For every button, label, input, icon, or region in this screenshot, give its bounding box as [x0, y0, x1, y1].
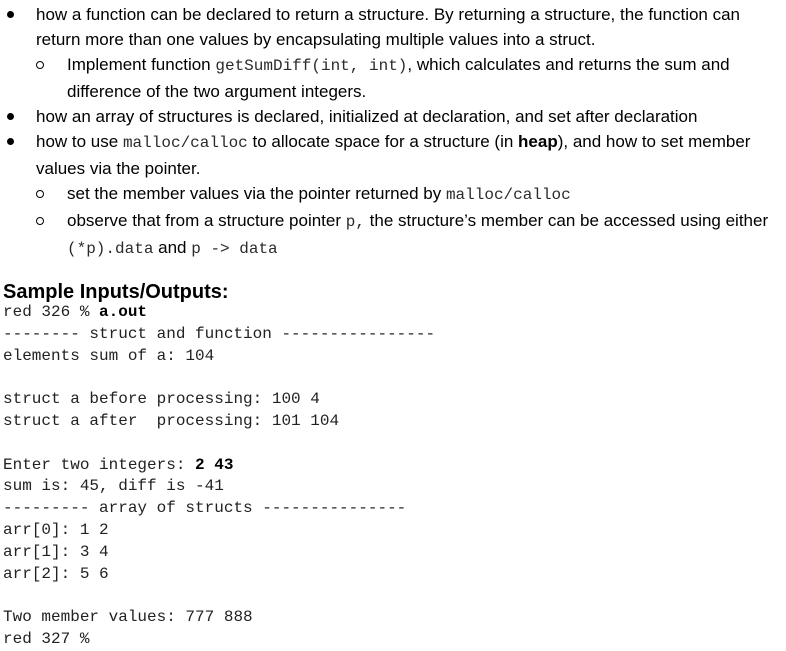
terminal-line	[3, 411, 435, 433]
text-run: observe that from a structure pointer	[67, 211, 346, 230]
terminal-line	[3, 433, 435, 455]
bullet-dot-icon	[7, 104, 14, 129]
user-input-text: a.out	[99, 303, 148, 321]
output-text: struct a before processing: 100 4	[3, 390, 320, 409]
bullet-circle-icon	[36, 181, 44, 206]
output-text: struct a after processing: 101 104	[3, 411, 340, 430]
bullet-circle-icon	[36, 208, 44, 233]
text-run: set the member values via the pointer returned by	[67, 184, 446, 203]
list-item	[0, 181, 786, 208]
inline-code: (*p).data	[67, 240, 154, 258]
output-text: arr[0]: 1 2	[3, 520, 109, 539]
text-run: to allocate space for a structure (in	[247, 132, 519, 151]
text-run: ), and how to set member values via the pointer.	[36, 132, 751, 178]
list-item-text	[36, 132, 750, 178]
text-run: , which calculates and returns the sum and difference of the two argument integers.	[67, 55, 730, 101]
bullet-list	[0, 2, 786, 262]
list-item	[0, 2, 786, 52]
output-text: --------- array of structs ---------------	[3, 499, 407, 518]
terminal-line	[3, 346, 435, 368]
terminal-line	[3, 629, 435, 651]
output-text: arr[2]: 5 6	[3, 564, 109, 583]
emphasis-text: heap	[518, 132, 558, 151]
list-item	[0, 208, 786, 262]
bullet-dot-icon	[7, 2, 14, 27]
list-item-text	[36, 5, 740, 49]
output-text: red 327 %	[3, 629, 90, 648]
terminal-line	[3, 585, 435, 607]
text-run: the structure’s member can be accessed using either	[364, 211, 769, 230]
terminal-line	[3, 302, 435, 324]
list-item	[0, 52, 786, 104]
output-text: Enter two integers:	[3, 455, 196, 474]
inline-code: getSumDiff(int, int)	[215, 57, 408, 75]
list-item-text	[67, 184, 571, 203]
user-input-text: 2 43	[195, 455, 234, 474]
output-text: arr[1]: 3 4	[3, 542, 109, 561]
text-run: how an array of structures is declared, initialized at declaration, and set after declaration	[36, 107, 698, 126]
terminal-line	[3, 607, 435, 629]
terminal-line	[3, 367, 435, 389]
list-item	[0, 129, 786, 181]
bullet-dot-icon	[7, 129, 14, 154]
inline-code: malloc/calloc	[445, 186, 571, 204]
terminal-output	[3, 302, 435, 651]
terminal-line	[3, 520, 435, 542]
terminal-line	[3, 542, 435, 564]
text-run: how to use	[36, 132, 123, 151]
list-item-text	[67, 55, 730, 101]
list-item	[0, 104, 786, 129]
output-text: Two member values: 777 888	[3, 608, 253, 627]
terminal-line	[3, 564, 435, 586]
output-text: red 326 %	[3, 303, 100, 321]
list-item-text	[36, 107, 697, 126]
inline-code: malloc/calloc	[122, 134, 248, 152]
text-run: how a function can be declared to return a structure. By returning a structure, the function can return more than one values by encapsulating multiple values into a struct.	[36, 5, 741, 49]
terminal-line	[3, 389, 435, 411]
terminal-line	[3, 476, 435, 498]
bullet-circle-icon	[36, 52, 44, 77]
output-text: -------- struct and function ----------------	[3, 324, 436, 343]
text-run: Implement function	[67, 55, 216, 74]
terminal-line	[3, 324, 435, 346]
list-item-text	[67, 211, 768, 257]
text-run: and	[153, 238, 192, 257]
inline-code: p,	[345, 213, 365, 231]
inline-code: p -> data	[191, 240, 278, 258]
section-title: Sample Inputs/Outputs:	[3, 281, 229, 303]
terminal-line	[3, 455, 435, 477]
terminal-line	[3, 498, 435, 520]
output-text: elements sum of a: 104	[3, 346, 215, 365]
output-text: sum is: 45, diff is -41	[3, 477, 224, 496]
